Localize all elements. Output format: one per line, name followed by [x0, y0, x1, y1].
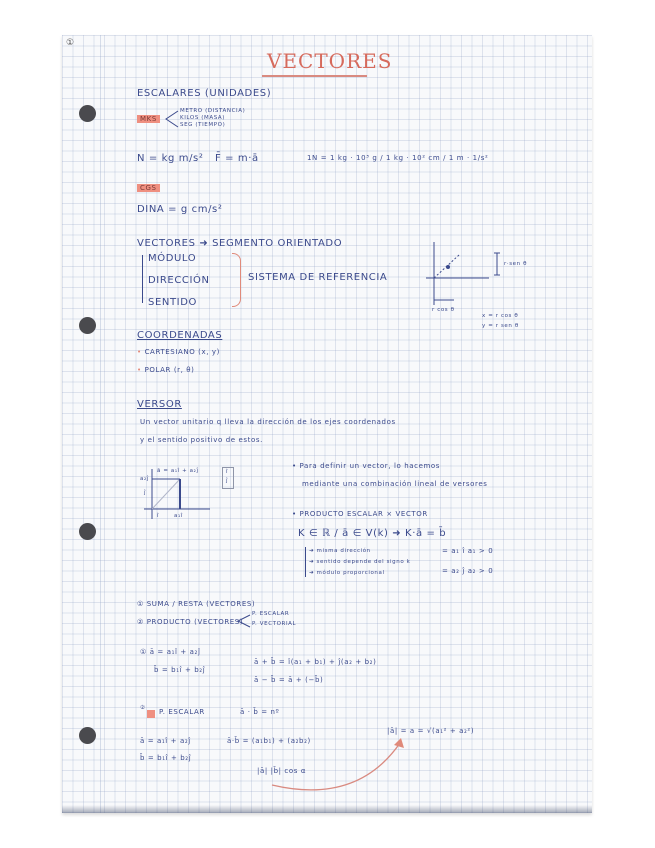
coord-item: CARTESIANO (x, y) — [144, 348, 220, 356]
escalares-heading: ESCALARES (UNIDADES) — [137, 88, 272, 99]
vertical-bar-icon — [494, 253, 500, 275]
eq-y: y = r sen θ — [482, 323, 519, 329]
curved-arrow-icon — [262, 735, 412, 795]
binder-hole — [79, 523, 96, 540]
vector-sum: ā + b̄ = î(a₁ + b₁) + ĵ(a₂ + b₂) — [254, 658, 377, 666]
product-equation: K ∈ ℝ / ā ∈ V(k) ➜ K·ā = b̄ — [298, 528, 447, 539]
page-title: VECTORES — [267, 49, 393, 73]
producto-type: P. VECTORIAL — [252, 621, 297, 627]
y-top-label: a₂ĵ — [140, 476, 149, 482]
branch-arrow-icon — [237, 613, 251, 629]
mks-item: METRO (DISTANCIA) — [180, 108, 246, 114]
cosine-form: |ā| |b̄| cos α — [257, 767, 307, 775]
mks-item: SEG (TIEMPO) — [180, 122, 226, 128]
escalar-definition: ā · b̄ = nº — [240, 708, 280, 716]
product-prop: ➜ sentido depende del signo k — [309, 559, 411, 565]
binder-hole — [79, 105, 96, 122]
versor-text-line: y el sentido positivo de estos. — [140, 436, 263, 444]
escalar-heading: P. ESCALAR — [159, 708, 205, 716]
binder-hole — [79, 317, 96, 334]
binder-hole — [79, 727, 96, 744]
x-comp-label: a₁î — [174, 513, 183, 519]
versor-text-line: Un vector unitario q lleva la dirección de los ejes coordenados — [140, 418, 396, 426]
component-1: = a₁ î a₁ > 0 — [442, 547, 494, 555]
brace — [232, 253, 241, 307]
newton-conversion: 1N = 1 kg · 10³ g / 1 kg · 10² cm / 1 m · 1/s² — [307, 154, 489, 162]
mks-tag: MKS — [137, 115, 160, 123]
vertical-component-label: r·sen θ — [504, 261, 528, 267]
versor-heading: VERSOR — [137, 399, 182, 410]
margin-line — [100, 35, 101, 813]
highlight-square — [147, 710, 155, 718]
y-unit-label: ĵ — [144, 490, 147, 496]
versor-note: • Para definir un vector, lo hacemos — [292, 462, 441, 470]
coord-item: POLAR (r, θ) — [144, 366, 195, 374]
producto-type: P. ESCALAR — [252, 611, 290, 617]
page-number: ① — [66, 38, 75, 48]
horizontal-component-label: r cos θ — [432, 307, 455, 313]
newton-definition: N = kg m/s² — [137, 153, 204, 164]
property-bracket — [142, 255, 143, 303]
versor-note: mediante una combinación lineal de versores — [302, 480, 488, 488]
vector-difference: ā − b̄ = ā + (−b̄) — [254, 676, 324, 684]
polar-axes-diagram — [424, 240, 494, 310]
property-item: MÓDULO — [148, 253, 197, 264]
def-a: ① ā = a₁î + a₂ĵ — [140, 648, 201, 656]
mks-item: KILOS (MASA) — [180, 115, 226, 121]
brace-label: SISTEMA DE REFERENCIA — [248, 272, 388, 283]
escalar-marker: ② — [140, 705, 146, 711]
versor-box: î ĵ — [222, 467, 234, 489]
escalar-b: b̄ = b₁î + b₂ĵ — [140, 754, 192, 762]
force-equation: F̄ = m·ā — [215, 153, 259, 164]
cgs-tag: CGS — [137, 184, 160, 192]
eq-x: x = r cos θ — [482, 313, 519, 319]
suma-resta-heading: ① SUMA / RESTA (VECTORES) — [137, 600, 256, 608]
product-prop: ➜ módulo proporcional — [309, 570, 385, 576]
branch-arrow-icon — [165, 109, 179, 129]
product-prop: ➜ misma dirección — [309, 548, 371, 554]
escalar-a: ā = a₁î + a₂ĵ — [140, 737, 191, 745]
component-2: = a₂ ĵ a₂ > 0 — [442, 567, 494, 575]
modulus-formula: |ā| = a = √(a₁² + a₂²) — [387, 727, 475, 735]
property-item: DIRECCIÓN — [148, 275, 210, 286]
property-item: SENTIDO — [148, 297, 197, 308]
producto-heading: ② PRODUCTO (VECTORES) — [137, 618, 244, 626]
versor-vector-label: ā = a₁î + a₂ĵ — [157, 468, 199, 474]
def-b: b̄ = b₁î + b₂ĵ — [154, 666, 206, 674]
notebook-page: ① VECTORES ESCALARES (UNIDADES) MKS METRO (DISTANCIA) KILOS (MASA) SEG (TIEMPO) N = kg m/s² F̄ = m·ā 1N = 1 kg · 10³ g / 1 kg · 10² cm / 1 m · 1/s² CGS DINA = g cm/s² VECTORES ➜ SEGMENTO ORIENTADO MÓDULO DIRECCIÓN SENTIDO SISTEMA DE REFERENCIA r cos θ r·sen θ x = r cos θ y = r sen θ COORDENADAS • CARTESIANO (x, y) • POLAR (r, θ) VERSOR Un vector unitario q lleva la dirección de los ejes coordenados y el sentido positivo de estos. ā = a₁î + a₂ĵ a₂ĵ ĵ î a₁î î ĵ • Para definir un vector, lo hacemos mediante una combinación lineal de versores • PRODUCTO ESCALAR × VECTOR K ∈ ℝ / ā ∈ V(k) ➜ K·ā = b̄ ➜ misma dirección ➜ sentido depende del signo k ➜ módulo proporcional = a₁ î a₁ > 0 = a₂ ĵ a₂ > 0 ① SUMA / RESTA (VECTORES) ② PRODUCTO (VECTORES) P. ESCALAR P. VECTORIAL ① ā = a₁î + a₂ĵ b̄ = b₁î + b₂ĵ ā + b̄ = î(a₁ + b₁) + ĵ(a₂ + b₂) ā − b̄ = ā + (−b̄) ② P. ESCALAR ā · b̄ = nº ā = a₁î + a₂ĵ b̄ = b₁î + b₂ĵ ā·b̄ = (a₁b₁) + (a₂b₂) |ā| |b̄| cos α |ā| = a = √(a₁² + a₂²) — [62, 35, 592, 813]
title-underline — [262, 75, 367, 77]
product-heading: • PRODUCTO ESCALAR × VECTOR — [292, 510, 428, 518]
coordenadas-heading: COORDENADAS — [137, 330, 223, 341]
vectores-heading: VECTORES ➜ SEGMENTO ORIENTADO — [137, 238, 343, 249]
page-edge-shadow — [62, 805, 592, 813]
props-bracket — [305, 547, 306, 577]
x-unit-label: î — [157, 513, 160, 519]
dot-product: ā·b̄ = (a₁b₁) + (a₂b₂) — [227, 737, 311, 745]
dina-definition: DINA = g cm/s² — [137, 204, 223, 215]
